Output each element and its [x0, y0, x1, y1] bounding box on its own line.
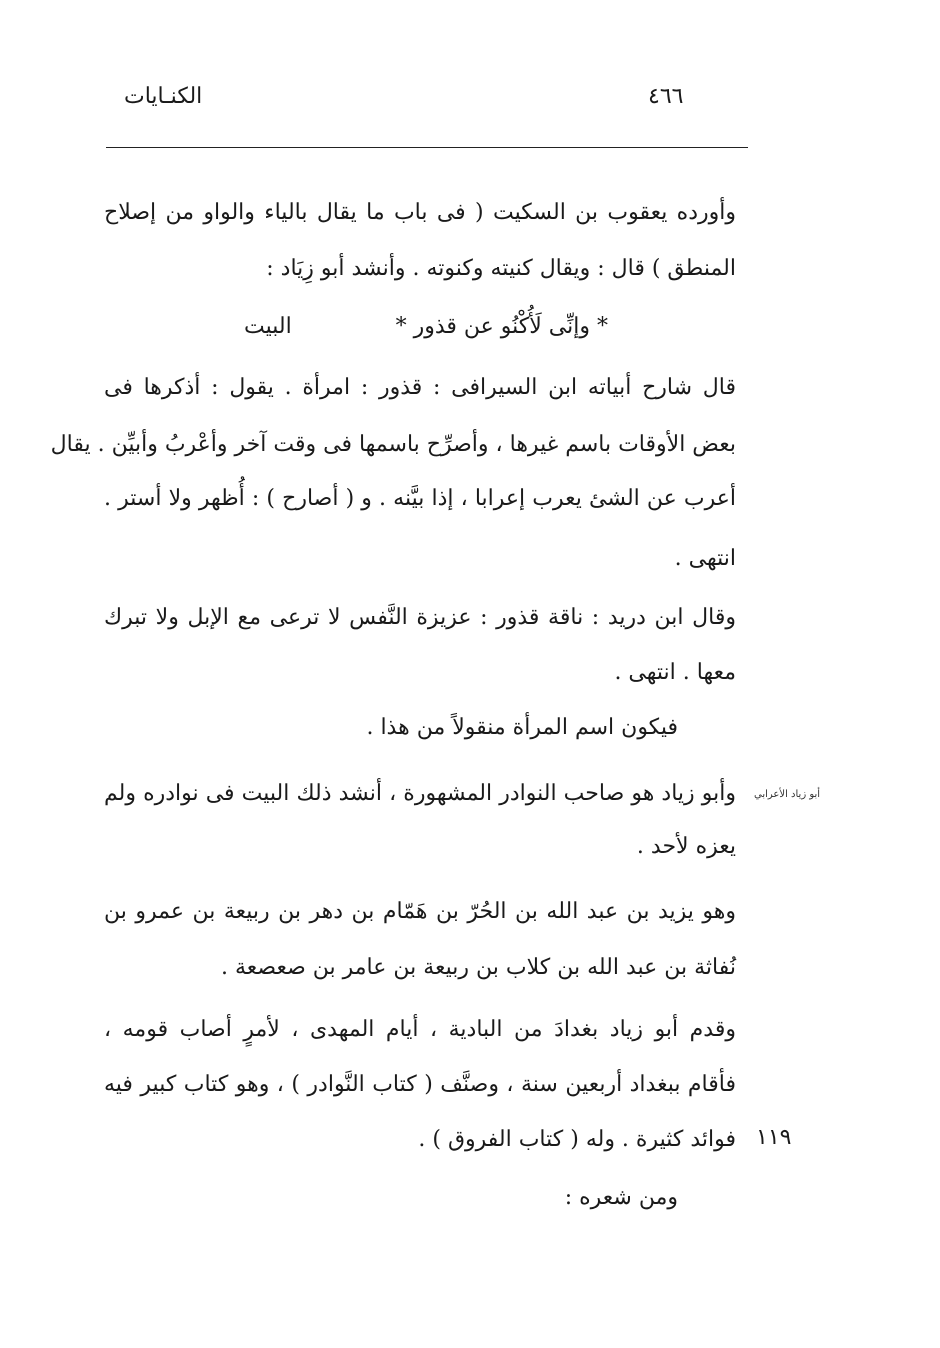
verse-hemistich: البيت [244, 314, 292, 339]
running-head-title: الكنـايات [124, 84, 203, 109]
text-line: انتهى . [674, 546, 736, 571]
margin-note: أبو زياد الأعرابي [754, 789, 821, 800]
text-line: بعض الأوقات باسم غيرها ، وأصرِّح باسمها فى وقت آخر وأعْربُ وأبيِّن . يقال [50, 432, 736, 457]
text-line: وقال ابن دريد : ناقة قذور : عزيزة النَّفس لا ترعى مع الإبل ولا تبرك [104, 605, 736, 630]
text-line: معها . انتهى . [614, 660, 736, 685]
source-page-marker: ١١٩ [756, 1125, 792, 1150]
text-line: فوائد كثيرة . وله ( كتاب الفروق ) . [418, 1127, 736, 1152]
text-line: أعرب عن الشئ يعرب إعرابا ، إذا بيَّنه . و ( أصارح ) : أُظهر ولا أستر . [104, 486, 736, 511]
text-line: قال شارح أبياته ابن السيرافى : قذور : امرأة . يقول : أذكرها فى [104, 375, 736, 400]
text-line: ومن شعره : [564, 1185, 678, 1210]
verse-line [244, 314, 608, 339]
text-line: فأقام ببغداد أربعين سنة ، وصنَّف ( كتاب النَّوادر ) ، وهو كتاب كبير فيه [104, 1072, 736, 1097]
text-line: وقدم أبو زياد بغدادَ من البادية ، أيام المهدى ، لأمرٍ أصاب قومه ، [104, 1017, 736, 1042]
header-rule [106, 147, 748, 148]
text-line: يعزه لأحد . [636, 834, 736, 859]
page-number: ٤٦٦ [648, 84, 684, 109]
verse-hemistich: * وإنِّى لَأُكْنُو عن قذور * [395, 314, 608, 339]
text-line: فيكون اسم المرأة منقولاً من هذا . [366, 715, 678, 740]
text-line: وأورده يعقوب بن السكيت ( فى باب ما يقال بالياء والواو من إصلاح [104, 200, 736, 225]
text-line: المنطق ) قال : ويقال كنيته وكنوته . وأنشد أبو زِيَاد : [266, 256, 736, 281]
text-line: وأبو زياد هو صاحب النوادر المشهورة ، أنشد ذلك البيت فى نوادره ولم [104, 781, 736, 806]
text-line: نُفاثة بن عبد الله بن كلاب بن ربيعة بن عامر بن صعصعة . [221, 955, 736, 980]
text-line: وهو يزيد بن عبد الله بن الحُرّ بن هَمّام بن دهر بن ربيعة بن عمرو بن [104, 899, 736, 924]
